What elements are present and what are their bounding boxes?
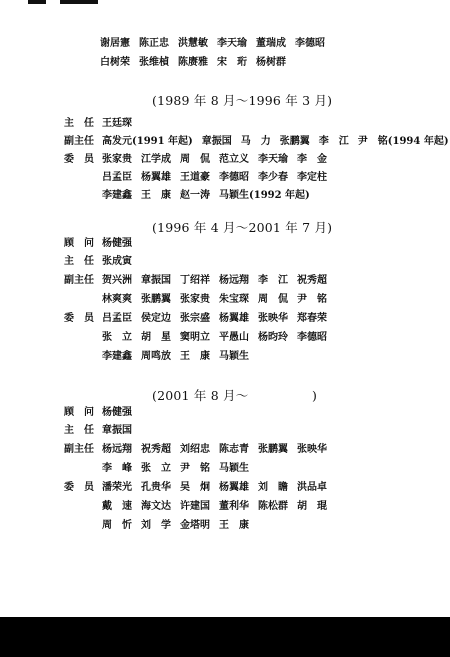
- member-name: 杨翼雄: [219, 482, 249, 493]
- member-name: 李天瑜: [258, 154, 288, 165]
- member-name: 李 峰: [102, 463, 132, 474]
- scan-smudge-left: [28, 0, 46, 4]
- member-name: 杨远翔: [219, 275, 249, 286]
- member-name: 王 康: [180, 351, 210, 362]
- member-names: [102, 404, 141, 422]
- member-names: [102, 479, 336, 497]
- member-names: [102, 329, 336, 347]
- member-names: [102, 460, 258, 478]
- member-name: 金塔明: [180, 520, 210, 531]
- member-name: 杨远翔: [102, 444, 132, 455]
- member-name: 张鹏翼: [258, 444, 288, 455]
- member-name: 郑春荣: [297, 313, 327, 324]
- member-name: 祝秀超: [141, 444, 171, 455]
- member-name: 祝秀超: [297, 275, 327, 286]
- member-name: 戴 速: [102, 501, 132, 512]
- member-names: [102, 253, 141, 271]
- member-name: 洪慧敏: [178, 38, 208, 49]
- member-name: 杨昀玲: [258, 332, 288, 343]
- member-names: [100, 54, 295, 72]
- member-name: 平愚山: [219, 332, 249, 343]
- member-name: 林爽爽: [102, 294, 132, 305]
- member-name: 张宗盛: [180, 313, 210, 324]
- role-label: 委 员: [64, 313, 94, 324]
- member-name: 谢居憲: [100, 38, 130, 49]
- member-name: 王廷琛: [102, 118, 132, 129]
- role-label: 副主任: [64, 444, 94, 455]
- member-names: [102, 115, 141, 133]
- member-name: 李天瑜: [217, 38, 247, 49]
- member-name: 张映华: [258, 313, 288, 324]
- member-names: [102, 348, 258, 366]
- member-name: 章振国: [102, 425, 132, 436]
- member-names: [100, 35, 334, 53]
- member-name: 张 立: [141, 463, 171, 474]
- role-label: 顾 问: [64, 238, 94, 249]
- member-name: 王道豪: [180, 172, 210, 183]
- member-name: 宋 珩: [217, 57, 247, 68]
- member-name: 章振国: [141, 275, 171, 286]
- role-label: 主 任: [64, 118, 94, 129]
- member-name: 陈松群: [258, 501, 288, 512]
- member-name: 尹 铭: [180, 463, 210, 474]
- member-name: 杨翼雄: [141, 172, 171, 183]
- member-name: 马颖生: [219, 351, 249, 362]
- member-name: 周鸣放: [141, 351, 171, 362]
- scan-smudge-right: [60, 0, 98, 4]
- member-name: 范立义: [219, 154, 249, 165]
- member-name: 刘绍忠: [180, 444, 210, 455]
- member-name: 丁绍祥: [180, 275, 210, 286]
- role-label: 顾 问: [64, 407, 94, 418]
- member-name: 刘 学: [141, 520, 171, 531]
- term-heading: (1996 年 4 月～2001 年 7 月): [152, 220, 333, 235]
- member-name: 张家贵: [102, 154, 132, 165]
- role-label: 副主任: [64, 136, 94, 147]
- member-name: 周 侃: [258, 294, 288, 305]
- member-name: 贺兴洲: [102, 275, 132, 286]
- member-name: 张鹏翼: [279, 136, 310, 147]
- member-name: 尹 铭: [297, 294, 327, 305]
- member-name: 李定柱: [297, 172, 327, 183]
- member-name: 赵一涛: [180, 190, 210, 201]
- member-name: 陈志青: [219, 444, 249, 455]
- member-name: 周 忻: [102, 520, 132, 531]
- member-name: 孔贵华: [141, 482, 171, 493]
- member-name: 潘荣光: [102, 482, 132, 493]
- member-name: 董利华: [219, 501, 249, 512]
- member-name: 张成寅: [102, 256, 132, 267]
- member-name: 陈正忠: [139, 38, 169, 49]
- member-name: 杨健强: [102, 238, 132, 249]
- member-names: [102, 151, 336, 169]
- member-names: [102, 133, 450, 151]
- member-name: 张映华: [297, 444, 327, 455]
- member-name: 吕孟臣: [102, 313, 132, 324]
- member-name: 许建国: [180, 501, 210, 512]
- member-name: 胡 星: [141, 332, 171, 343]
- member-name: 杨树群: [256, 57, 286, 68]
- member-name: 章振国: [201, 136, 232, 147]
- member-name: 董瑞成: [256, 38, 286, 49]
- member-names: [102, 187, 319, 205]
- member-name: 刘 瞻: [258, 482, 288, 493]
- member-name: 李德昭: [297, 332, 327, 343]
- member-name: 白树荣: [100, 57, 130, 68]
- role-label: 主 任: [64, 256, 94, 267]
- member-name: 吕孟臣: [102, 172, 132, 183]
- member-name: 江学成: [141, 154, 171, 165]
- member-name: 李德昭: [219, 172, 249, 183]
- scan-dark-border: [0, 617, 450, 657]
- member-names: [102, 498, 336, 516]
- role-label: 委 员: [64, 154, 94, 165]
- member-name: 李 金: [297, 154, 327, 165]
- member-name: 张鹏翼: [141, 294, 171, 305]
- member-name: 马颖生: [219, 463, 249, 474]
- role-label: 委 员: [64, 482, 94, 493]
- member-name: 李建鑫: [102, 351, 132, 362]
- member-names: [102, 422, 141, 440]
- member-name: 朱宝琛: [219, 294, 249, 305]
- member-name: 吴 炯: [180, 482, 210, 493]
- role-label: 副主任: [64, 275, 94, 286]
- member-names: [102, 235, 141, 253]
- member-name: 李德昭: [295, 38, 325, 49]
- member-name: 尹 铭(1994 年起): [357, 136, 449, 147]
- member-names: [102, 272, 336, 290]
- term-heading: (2001 年 8 月～ ): [152, 388, 318, 403]
- member-name: 李少春: [258, 172, 288, 183]
- member-name: 张 立: [102, 332, 132, 343]
- member-name: 侯定边: [141, 313, 171, 324]
- member-name: 杨健强: [102, 407, 132, 418]
- member-name: 李建鑫: [102, 190, 132, 201]
- member-names: [102, 291, 336, 309]
- member-name: 马颖生(1992 年起): [219, 190, 310, 201]
- member-name: 李 江: [258, 275, 288, 286]
- role-label: 主 任: [64, 425, 94, 436]
- member-name: 胡 琨: [297, 501, 327, 512]
- member-names: [102, 169, 336, 187]
- member-name: 李 江: [318, 136, 349, 147]
- member-name: 杨翼雄: [219, 313, 249, 324]
- member-name: 张家贵: [180, 294, 210, 305]
- member-names: [102, 441, 336, 459]
- member-name: 洪品卓: [297, 482, 327, 493]
- member-name: 周 侃: [180, 154, 210, 165]
- member-name: 王 康: [219, 520, 249, 531]
- member-name: 张维楨: [139, 57, 169, 68]
- member-name: 海文达: [141, 501, 171, 512]
- term-heading: (1989 年 8 月～1996 年 3 月): [152, 93, 333, 108]
- member-names: [102, 517, 258, 535]
- member-name: 窦明立: [180, 332, 210, 343]
- member-name: 王 康: [141, 190, 171, 201]
- member-names: [102, 310, 336, 328]
- member-name: 陈赓雅: [178, 57, 208, 68]
- member-name: 高发元(1991 年起): [102, 136, 193, 147]
- member-name: 马 力: [240, 136, 271, 147]
